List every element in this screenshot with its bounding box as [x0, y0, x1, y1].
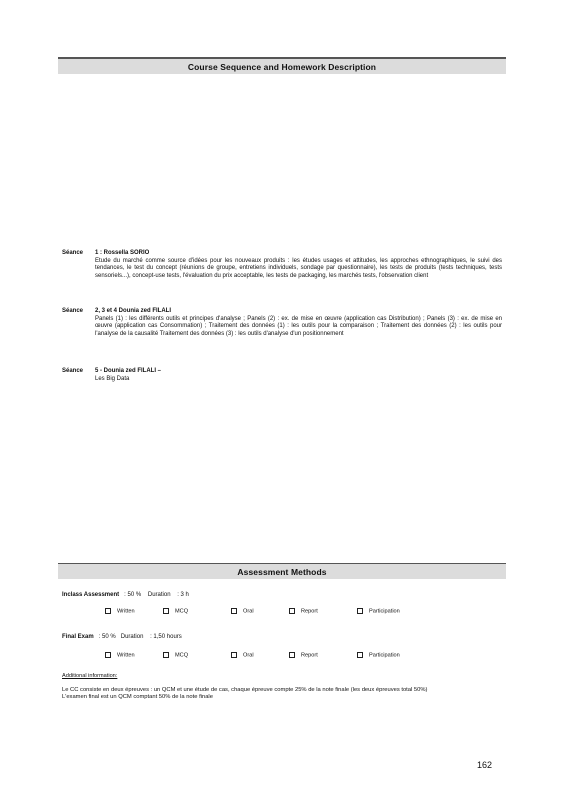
checked-checkbox-icon — [357, 652, 363, 658]
final-exam-description: L'examen final est un QCM comptant 50% de la note finale — [62, 694, 213, 701]
page-number: 162 — [477, 760, 493, 770]
session-block-3 — [62, 368, 502, 383]
final-options — [0, 652, 565, 662]
inclass-option-oral: Oral — [231, 608, 254, 614]
session-label: Séance — [62, 368, 84, 374]
final-label: Final Exam — [62, 634, 94, 640]
session-description: Panels (1) : les différents outils et principes d'analyse ; Panels (2) : ex. de mise en œuvre (application cas Distribution) ; Panels (3) : ex. de mise en œuvre (application cas Consommation) ; Traitement des données (1) : les outils pour la comparaison ; Traitement des données (2) : les outils pour l'analyse de la causalité Traitement des données (3) : les outils d'analyse d'un positionnement — [95, 315, 502, 337]
final-percent: : 50 % — [98, 634, 116, 640]
session-block-1 — [62, 250, 502, 280]
checked-checkbox-icon — [163, 652, 169, 658]
session-title: 1 : Rossella SORIO — [95, 250, 150, 256]
final-option-mcq: MCQ — [163, 652, 188, 658]
final-option-report: Report — [289, 652, 318, 658]
section-header-course-sequence — [58, 58, 506, 74]
final-exam-line — [62, 634, 502, 640]
section-title: Assessment Methods — [237, 566, 327, 577]
empty-checkbox-icon — [231, 608, 237, 614]
final-option-oral: Oral — [231, 652, 254, 658]
session-description: Etude du marché comme source d'idées pour les nouveaux produits : les études usages et attitudes, les approches ethnographiques, le suivi des tendances, le test du concept (réunions de groupe, entretiens individuels, sondage par questionnaire), les tests de produits (tests techniques, tests sensoriels...), concept-use tests, l'évaluation du prix acceptable, les tests de packaging, les marchés tests, l'observation client — [95, 257, 502, 279]
empty-checkbox-icon — [289, 652, 295, 658]
checked-checkbox-icon — [163, 608, 169, 614]
inclass-options — [0, 608, 565, 618]
empty-checkbox-icon — [105, 608, 111, 614]
empty-checkbox-icon — [231, 652, 237, 658]
section-header-assessment — [58, 563, 506, 579]
cc-description: Le CC consiste en deux épreuves : un QCM et une étude de cas, chaque épreuve compte 25% de la note finale (les deux épreuves total 50%) — [62, 687, 428, 693]
inclass-label: Inclass Assessment — [62, 592, 120, 598]
inclass-option-written: Written — [105, 608, 135, 614]
checked-checkbox-icon — [289, 608, 295, 614]
session-label: Séance — [62, 308, 84, 314]
session-title: 5 - Dounia zed FILALI – — [95, 368, 162, 374]
inclass-option-mcq: MCQ — [163, 608, 188, 614]
inclass-option-participation: Participation — [357, 608, 400, 614]
inclass-assessment-line — [62, 592, 502, 598]
session-label: Séance — [62, 250, 84, 256]
empty-checkbox-icon — [105, 652, 111, 658]
session-title: 2, 3 et 4 Dounia zed FILALI — [95, 308, 172, 314]
inclass-percent: : 50 % — [124, 592, 142, 598]
inclass-duration-label: Duration — [147, 592, 171, 598]
final-duration-label: Duration — [120, 634, 144, 640]
session-block-2 — [62, 308, 502, 338]
checked-checkbox-icon — [357, 608, 363, 614]
inclass-option-report: Report — [289, 608, 318, 614]
additional-info-label: Additional information: — [62, 673, 118, 679]
inclass-duration: : 3 h — [177, 592, 189, 598]
final-duration: : 1,50 hours — [150, 634, 182, 640]
final-option-participation: Participation — [357, 652, 400, 658]
additional-info-text — [62, 687, 500, 702]
section-title: Course Sequence and Homework Description — [187, 61, 377, 72]
final-option-written: Written — [105, 652, 135, 658]
session-description: Les Big Data — [95, 375, 130, 382]
